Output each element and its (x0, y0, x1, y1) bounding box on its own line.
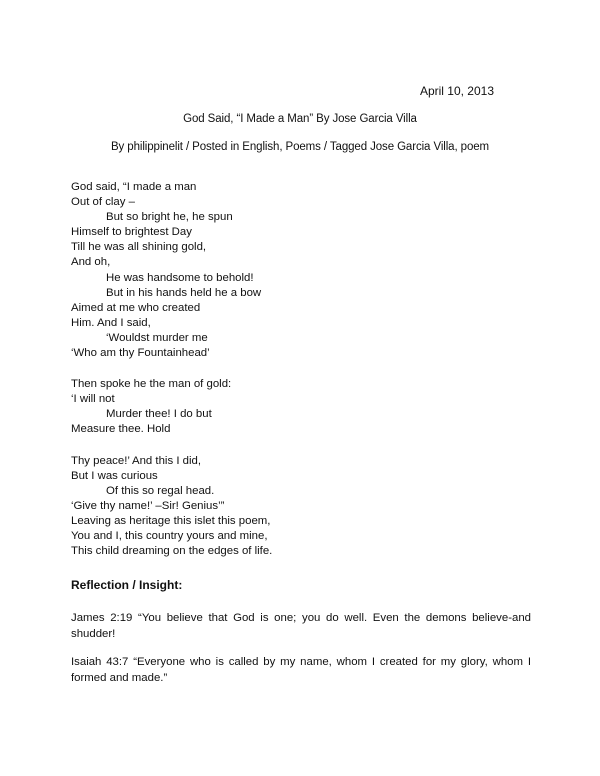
poem-line: Thy peace!’ And this I did, (71, 454, 202, 467)
poem-stanza (71, 377, 531, 437)
scripture-verse: Isaiah 43:7 “Everyone who is called by my name, whom I created for my glory, whom I formed and made.” (71, 656, 531, 684)
reflection-section (71, 578, 531, 699)
poem-line: Then spoke he the man of gold: (71, 378, 232, 391)
poem-line: He was handsome to behold! (106, 271, 254, 284)
poem-line: God said, “I made a man (71, 181, 197, 193)
poem-stanza (71, 180, 531, 361)
poem-line: But so bright he, he spun (106, 211, 233, 224)
poem-line: This child dreaming on the edges of life. (71, 545, 273, 558)
document-date: April 10, 2013 (419, 84, 494, 98)
verse-list (71, 611, 531, 686)
poem-body (71, 180, 531, 575)
poem-stanza (71, 454, 531, 560)
document-byline: By philippinelit / Posted in English, Poems / Tagged Jose Garcia Villa, poem (110, 141, 490, 153)
poem-line: Him. And I said, (71, 316, 151, 329)
reflection-heading: Reflection / Insight: (71, 578, 183, 592)
poem-line: And oh, (71, 256, 111, 269)
poem-line: Measure thee. Hold (71, 423, 171, 436)
poem-line: But I was curious (71, 469, 158, 482)
scripture-verse: James 2:19 “You believe that God is one; you do well. Even the demons believe-and shudder! (71, 612, 531, 640)
poem-line: ‘Give thy name!’ –Sir! Genius’” (71, 499, 225, 512)
poem-line: Out of clay – (71, 196, 135, 209)
poem-line: Himself to brightest Day (71, 226, 192, 239)
poem-line: ‘Wouldst murder me (106, 331, 208, 344)
poem-line: You and I, this country yours and mine, (71, 529, 268, 542)
poem-line: Aimed at me who created (71, 301, 201, 314)
poem-line: Till he was all shining gold, (71, 241, 207, 254)
poem-line: Leaving as heritage this islet this poem, (71, 514, 271, 527)
poem-line: Of this so regal head. (106, 484, 215, 497)
poem-line: But in his hands held he a bow (106, 286, 262, 299)
poem-line: ‘Who am thy Fountainhead’ (71, 347, 210, 360)
document-title: God Said, “I Made a Man” By Jose Garcia Villa (183, 113, 417, 125)
poem-line: Murder thee! I do but (106, 408, 212, 421)
poem-line: ‘I will not (71, 393, 115, 406)
